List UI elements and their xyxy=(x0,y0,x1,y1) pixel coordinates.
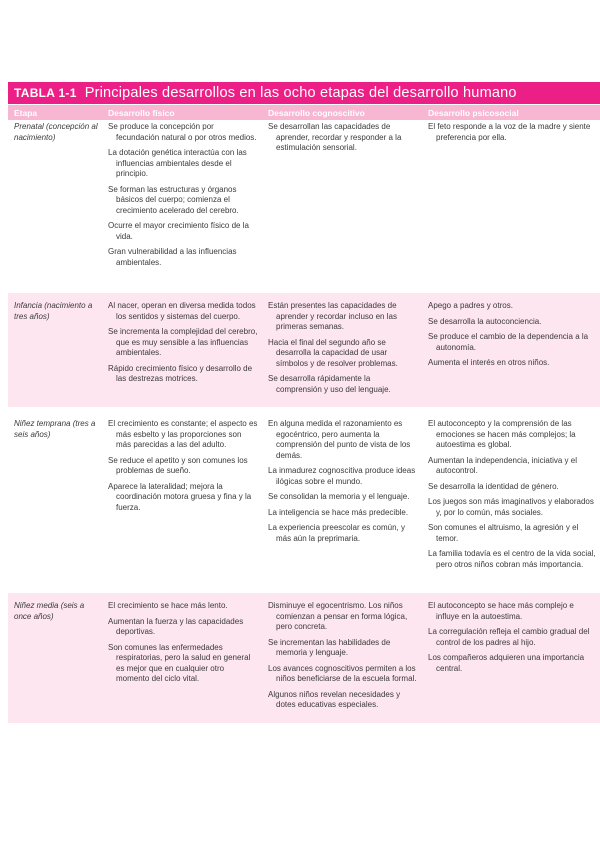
physical-entry: Se reduce el apetito y son comunes los problemas de sueño. xyxy=(108,455,248,475)
table-title: Principales desarrollos en las ocho etapas del desarrollo humano xyxy=(84,85,517,101)
cognitive-cell xyxy=(262,419,422,575)
cognitive-cell xyxy=(262,301,422,400)
header-physical: Desarrollo físico xyxy=(108,107,175,118)
physical-cell xyxy=(102,122,262,273)
cognitive-entry: Se consolidan la memoria y el lenguaje. xyxy=(268,492,410,501)
psychosocial-entry: Se produce el cambio de la dependencia a la autonomía. xyxy=(428,332,589,352)
cognitive-entry: Se incrementan las habilidades de memoria y lenguaje. xyxy=(268,637,391,657)
psychosocial-entry: Aumentan la independencia, iniciativa y el autocontrol. xyxy=(428,455,577,475)
cognitive-entry: La inteligencia se hace más predecible. xyxy=(268,507,409,517)
psychosocial-entry: Son comunes el altruismo, la agresión y el temor. xyxy=(428,523,579,543)
physical-entry: La dotación genética interactúa con las influencias ambientales desde el principio. xyxy=(108,148,247,178)
psychosocial-entry: El autoconcepto y la comprensión de las emociones se hacen más complejos; la autoestima es global. xyxy=(428,419,576,449)
physical-entry: Son comunes las enfermedades respiratorias, pero la salud en general es mejor que en cualquier otro momento del ciclo vital. xyxy=(108,642,251,683)
psychosocial-entry: La familia todavía es el centro de la vida social, pero otros niños cobran más importancia. xyxy=(428,549,596,569)
psychosocial-entry: El autoconcepto se hace más complejo e influye en la autoestima. xyxy=(428,601,574,621)
physical-entry: Gran vulnerabilidad a las influencias ambientales. xyxy=(108,247,237,267)
cognitive-entry: Están presentes las capacidades de aprender y recordar incluso en las primeras semanas. xyxy=(268,301,397,331)
psychosocial-entry: Los compañeros adquieren una importancia central. xyxy=(428,653,585,673)
psychosocial-cell xyxy=(422,419,600,575)
physical-entry: Se produce la concepción por fecundación natural o por otros medios. xyxy=(108,122,257,142)
physical-entry: Aumentan la fuerza y las capacidades deportivas. xyxy=(108,616,244,636)
cognitive-entry: La inmadurez cognoscitiva produce ideas ilógicas sobre el mundo. xyxy=(268,466,416,486)
cognitive-entry: Hacia el final del segundo año se desarrolla la capacidad de usar símbolos y de resolver problemas. xyxy=(268,337,398,368)
physical-entry: Se forman las estructuras y órganos básicos del cuerpo; comienza el crecimiento acelerado del cerebro. xyxy=(108,184,239,215)
cognitive-entry: Se desarrollan las capacidades de aprender, recordar y responder a la estimulación sensorial. xyxy=(268,122,402,152)
stage-cell: Niñez media (seis a once años) xyxy=(14,601,85,621)
header-stage: Etapa xyxy=(14,107,38,118)
physical-cell xyxy=(102,301,262,400)
psychosocial-cell xyxy=(422,301,600,400)
header-cognitive: Desarrollo cognoscitivo xyxy=(268,107,365,118)
cognitive-cell xyxy=(262,601,422,716)
physical-entry: El crecimiento es constante; el aspecto es más esbelto y las proporciones son más parecidas a las del adulto. xyxy=(108,419,258,449)
psychosocial-entry: Se desarrolla la autoconciencia. xyxy=(428,316,542,326)
table-header-row xyxy=(8,105,600,120)
development-table xyxy=(8,82,600,723)
cognitive-entry: Disminuye el egocentrismo. Los niños comienzan a pensar en forma lógica, pero concreta. xyxy=(268,601,408,631)
physical-entry: Aparece la lateralidad; mejora la coordinación motora gruesa y fina y la fuerza. xyxy=(108,481,252,512)
stage-cell: Prenatal (concepción al nacimiento) xyxy=(14,122,98,142)
table-row xyxy=(8,120,600,287)
psychosocial-entry: Apego a padres y otros. xyxy=(428,301,513,310)
table-body xyxy=(8,120,600,723)
psychosocial-entry: Aumenta el interés en otros niños. xyxy=(428,358,550,367)
cognitive-entry: Algunos niños revelan necesidades y dotes educativas especiales. xyxy=(268,689,401,709)
stage-cell: Niñez temprana (tres a seis años) xyxy=(14,419,96,439)
psychosocial-entry: Los juegos son más imaginativos y elaborados y, por lo común, más sociales. xyxy=(428,497,594,517)
physical-entry: Rápido crecimiento físico y desarrollo de las destrezas motrices. xyxy=(108,363,253,383)
header-psychosocial: Desarrollo psicosocial xyxy=(428,107,519,118)
table-row xyxy=(8,293,600,407)
cognitive-entry: En alguna medida el razonamiento es egocéntrico, pero aumenta la comprensión del punto de vista de los demás. xyxy=(268,419,411,460)
cognitive-entry: La experiencia preescolar es común, y más aún la preprimaria. xyxy=(268,523,405,543)
table-label: TABLA 1-1 xyxy=(14,86,77,100)
cognitive-entry: Los avances cognoscitivos permiten a los niños beneficiarse de la escuela formal. xyxy=(268,663,417,683)
psychosocial-cell xyxy=(422,122,600,273)
table-row xyxy=(8,413,600,587)
psychosocial-entry: La corregulación refleja el cambio gradual del control de los padres al hijo. xyxy=(428,627,590,647)
table-title-bar xyxy=(8,82,600,104)
psychosocial-entry: El feto responde a la voz de la madre y siente preferencia por ella. xyxy=(428,122,591,142)
physical-entry: Ocurre el mayor crecimiento físico de la vida. xyxy=(108,221,249,241)
psychosocial-entry: Se desarrolla la identidad de género. xyxy=(428,481,559,491)
cognitive-entry: Se desarrolla rápidamente la comprensión y uso del lenguaje. xyxy=(268,374,391,394)
psychosocial-cell xyxy=(422,601,600,716)
physical-entry: Al nacer, operan en diversa medida todos los sentidos y sistemas del cuerpo. xyxy=(108,301,256,321)
physical-cell xyxy=(102,601,262,716)
cognitive-cell xyxy=(262,122,422,273)
table-row xyxy=(8,593,600,723)
physical-entry: El crecimiento se hace más lento. xyxy=(108,601,228,610)
physical-entry: Se incrementa la complejidad del cerebro, que es muy sensible a las influencias ambientales. xyxy=(108,327,258,357)
physical-cell xyxy=(102,419,262,575)
stage-cell: Infancia (nacimiento a tres años) xyxy=(14,301,93,321)
